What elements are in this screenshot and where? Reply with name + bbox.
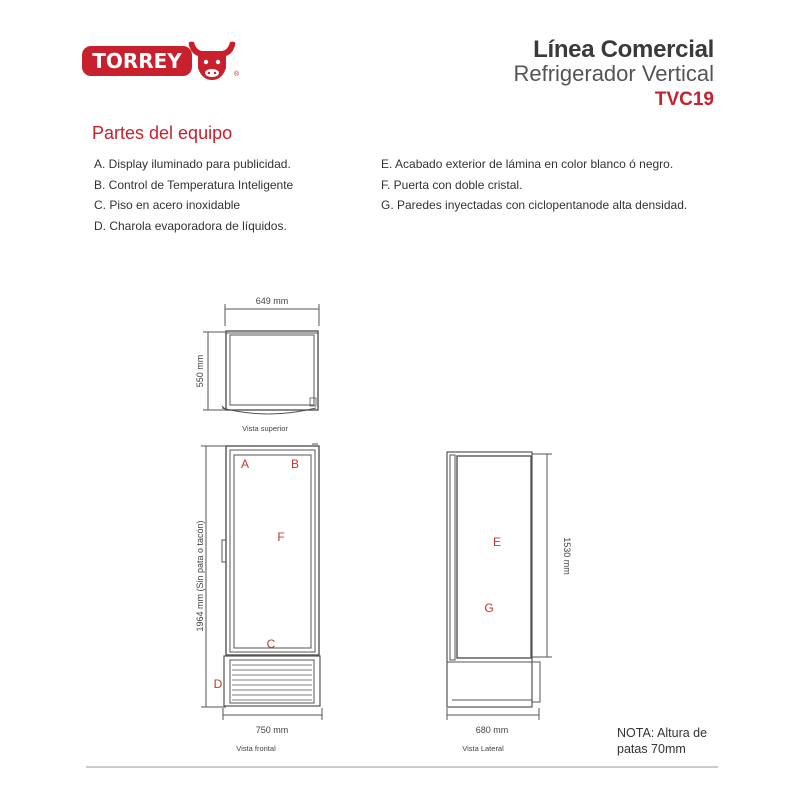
note-line-1: NOTA: Altura de	[617, 726, 708, 740]
product-name: Refrigerador Vertical	[513, 61, 714, 86]
part-letter-g: G	[484, 601, 494, 615]
top-width-label: 649 mm	[255, 296, 289, 306]
side-cabinet	[447, 452, 532, 707]
part-item-a: A. Display iluminado para publicidad.	[94, 157, 291, 171]
base-grille	[224, 656, 320, 706]
part-item-f: F. Puerta con doble cristal.	[381, 178, 523, 192]
part-letter-c: C	[266, 637, 276, 651]
top-view-caption: Vista superior	[242, 424, 288, 433]
part-letter-e: E	[492, 535, 502, 549]
legs-height-note	[617, 725, 727, 757]
part-letter-b: B	[290, 457, 300, 471]
door-swing-arc	[222, 408, 316, 414]
side-width-label: 680 mm	[475, 725, 509, 735]
product-line-title: Línea Comercial	[533, 36, 714, 63]
side-height-label: 1530 mm	[562, 537, 572, 575]
part-letter-f: F	[277, 530, 285, 544]
part-item-e: E. Acabado exterior de lámina en color blanco ó negro.	[381, 157, 674, 171]
side-compressor	[532, 662, 540, 702]
top-depth-label: 550 mm	[195, 354, 205, 388]
part-item-d: D. Charola evaporadora de líquidos.	[94, 219, 287, 233]
top-view	[203, 304, 319, 414]
registered-mark: ®	[234, 71, 240, 78]
part-item-b: B. Control de Temperatura Inteligente	[94, 178, 294, 192]
note-line-2: patas 70mm	[617, 742, 686, 756]
part-item-g: G. Paredes inyectadas con ciclopentanode alta densidad.	[381, 198, 688, 212]
parts-title: Partes del equipo	[92, 123, 233, 143]
part-letter-a: A	[240, 457, 250, 471]
side-view	[447, 452, 552, 720]
side-view-caption: Vista Lateral	[462, 744, 504, 753]
side-glass-panel	[457, 456, 531, 658]
front-width-label: 750 mm	[255, 725, 289, 735]
part-letter-d: D	[213, 677, 223, 691]
front-cabinet	[226, 446, 319, 655]
model-number: TVC19	[654, 89, 714, 110]
front-height-label: 1964 mm (Sin pata o tacón)	[195, 520, 205, 632]
front-view-caption: Vista frontal	[236, 744, 276, 753]
logo-text: TORREY	[92, 49, 182, 73]
grille-slats	[232, 665, 312, 700]
top-view-body	[226, 331, 318, 410]
part-item-c: C. Piso en acero inoxidable	[94, 198, 241, 212]
